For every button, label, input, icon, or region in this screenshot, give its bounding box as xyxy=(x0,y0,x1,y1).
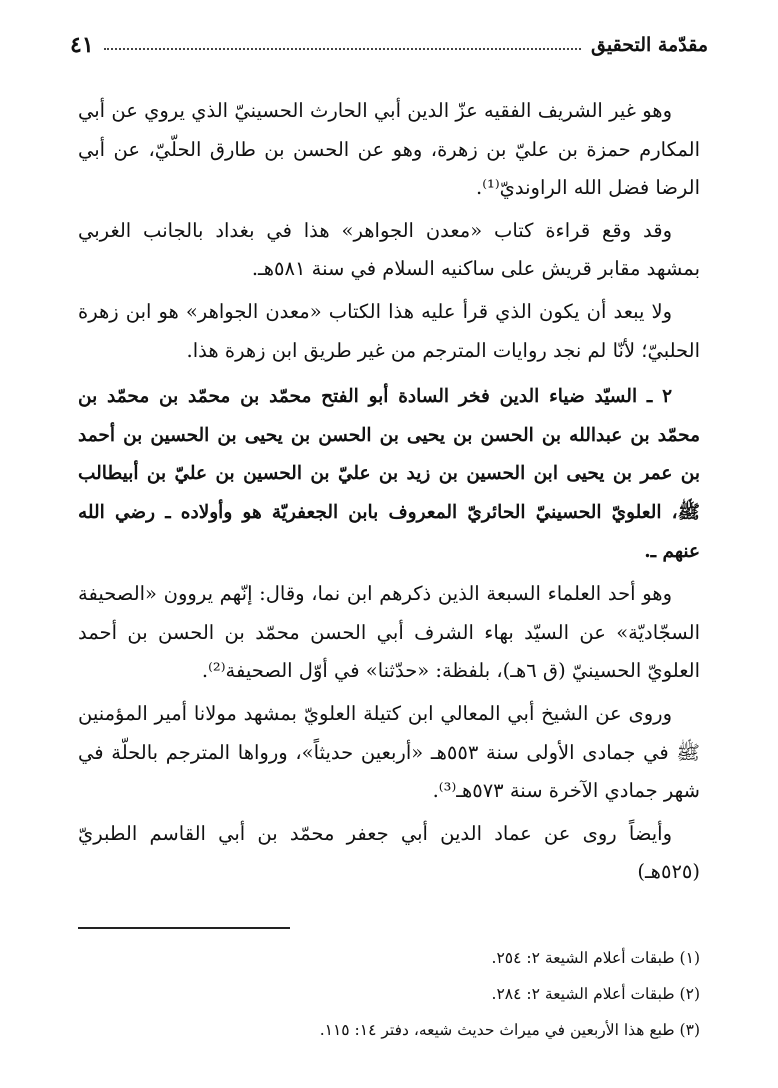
running-title: مقدّمة التحقيق xyxy=(591,34,708,56)
page-number: ٤١ xyxy=(70,32,94,58)
footnote-2: (٢) طبقات أعلام الشيعة ٢: ٢٨٤. xyxy=(491,985,700,1003)
header-leader-dots xyxy=(104,48,581,50)
paragraph-6: وروى عن الشيخ أبي المعالي ابن كتيلة العلويّ بمشهد مولانا أمير المؤمنين ﷺ في جمادى الأولى سنة ٥٥٣هـ «أربعين حديثاً»، ورواها المترجم بالحلّة في شهر جمادي الآخرة سنة ٥٧٣هـ⁽³⁾. xyxy=(78,701,700,803)
page-header xyxy=(70,28,708,62)
footnote-1: (١) طبقات أعلام الشيعة ٢: ٢٥٤. xyxy=(491,949,700,967)
footnotes xyxy=(78,940,700,1048)
paragraph-2: وقد وقع قراءة كتاب «معدن الجواهر» هذا في بغداد بالجانب الغربي بمشهد مقابر قريش على ساكنيه السلام في سنة ٥٨١هـ. xyxy=(78,218,700,281)
body-text xyxy=(78,92,700,896)
paragraph-7: وأيضاً روى عن عماد الدين أبي جعفر محمّد بن أبي القاسم الطبريّ (٥٢٥هـ) xyxy=(78,821,700,884)
paragraph-1: وهو غير الشريف الفقيه عزّ الدين أبي الحارث الحسينيّ الذي يروي عن أبي المكارم حمزة بن عليّ بن زهرة، وهو عن الحسن بن طارق الحلّيّ، عن أبي الرضا فضل الله الراونديّ⁽¹⁾. xyxy=(78,99,700,200)
footnote-3: (٣) طبع هذا الأربعين في ميراث حديث شيعه، دفتر ١٤: ١١٥. xyxy=(319,1021,700,1039)
paragraph-3: ولا يبعد أن يكون الذي قرأ عليه هذا الكتاب «معدن الجواهر» هو ابن زهرة الحلبيّ؛ لأنّا لم نجد روايات المترجم من غير طريق ابن زهرة هذا. xyxy=(78,299,700,362)
paragraph-5: وهو أحد العلماء السبعة الذين ذكرهم ابن نما، وقال: إنّهم يروون «الصحيفة السجّاديّة» عن السيّد بهاء الشرف أبي الحسن محمّد بن الحسن بن أحمد العلويّ الحسينيّ (ق ٦هـ)، بلفظة: «حدّثنا» في أوّل الصحيفة⁽²⁾. xyxy=(78,582,700,683)
footnote-separator xyxy=(78,927,290,929)
biography-entry-heading: ٢ ـ السيّد ضياء الدين فخر السادة أبو الفتح محمّد بن محمّد بن محمّد بن محمّد بن عبدالله بن الحسن بن يحيى بن الحسن بن يحيى بن الحسين بن أحمد بن عمر بن يحيى ابن الحسين بن زيد بن عليّ بن الحسين بن عليّ بن أبيطالب ﷺ، العلويّ الحسينيّ الحائريّ المعروف بابن الجعفريّة هو وأولاده ـ رضي الله عنهم ـ. xyxy=(78,386,700,562)
